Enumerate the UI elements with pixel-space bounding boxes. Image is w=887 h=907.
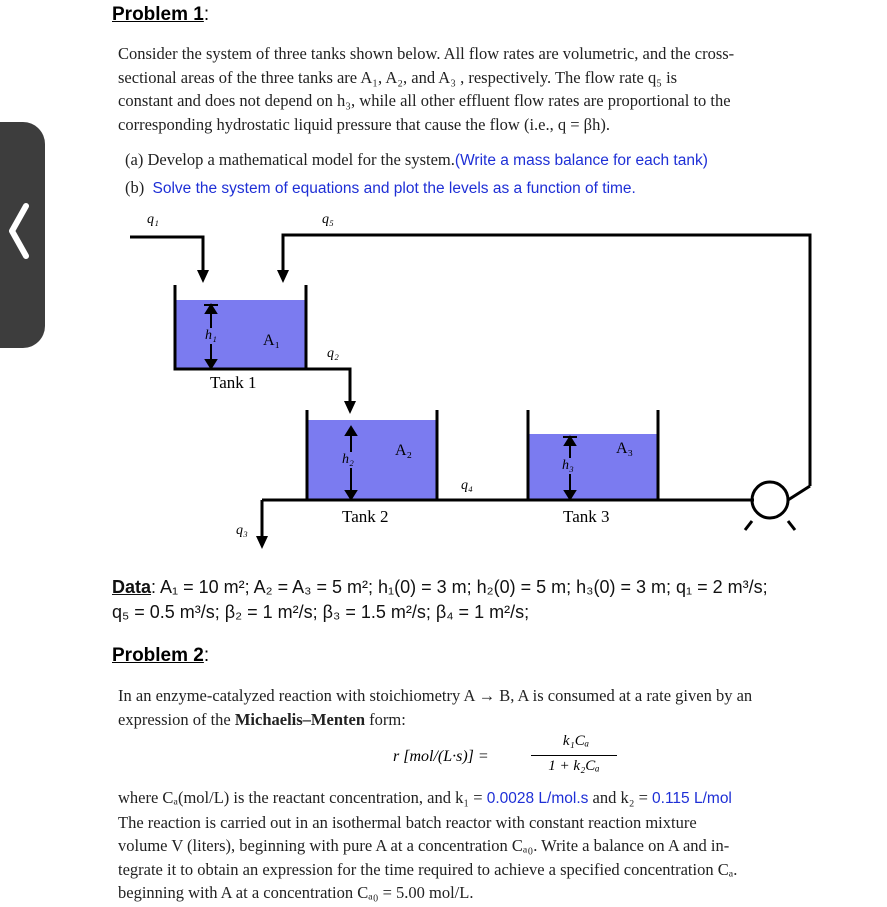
tank2-liquid (307, 420, 437, 500)
q3-arrow (256, 536, 268, 549)
tank1-liquid (175, 300, 306, 368)
h3-label: h₃ (562, 458, 574, 473)
tank3-liquid (528, 434, 658, 500)
q1-pipe (130, 237, 203, 272)
problem2-line: The reaction is carried out in an isothermal batch reactor with constant reaction mixture (118, 812, 697, 832)
q3-label: q₃ (236, 523, 248, 538)
q4-label: q₄ (461, 478, 473, 493)
problem2-line: expression of the Michaelis–Menten form: (118, 709, 406, 729)
intro-line: sectional areas of the three tanks are A₁, A₂, and A₃ , respectively. The flow rate q₅ is (118, 67, 678, 87)
tank1-label: Tank 1 (210, 373, 257, 392)
data-line-2: q₅ = 0.5 m³/s; β₂ = 1 m²/s; β₃ = 1.5 m²/s; β₄ = 1 m²/s; (112, 602, 530, 622)
k2-value: 0.115 L/mol (652, 790, 732, 807)
h2-label: h₂ (342, 452, 354, 467)
part-a: (a) Develop a mathematical model for the system.(Write a mass balance for each tank) (125, 150, 708, 169)
equation-numerator: k₁Cₐ (562, 733, 590, 749)
k1-value: 0.0028 L/mol.s (486, 790, 589, 807)
equation-denominator: 1 + k₂Cₐ (548, 758, 600, 774)
q2-label: q₂ (327, 346, 339, 361)
problem1-heading: Problem 1: (112, 4, 210, 25)
q1-arrow (197, 270, 209, 283)
problem2-line: In an enzyme-catalyzed reaction with stoichiometry A → B, A is consumed at a rate given by an (118, 686, 753, 705)
part-a-note: (Write a mass balance for each tank) (454, 152, 708, 169)
pump-icon (752, 482, 788, 518)
fraction-bar (531, 755, 617, 756)
q5-arrow (277, 270, 289, 283)
tank2-label: Tank 2 (342, 507, 389, 526)
q2-arrow (344, 401, 356, 414)
a2-label: A₂ (395, 442, 413, 459)
problem2-body (118, 786, 884, 905)
problem2-line: volume V (liters), beginning with pure A at a concentration Cₐ₀. Write a balance on A and in- (118, 836, 730, 855)
h1-label: h₁ (205, 328, 217, 343)
problem2-line: tegrate it to obtain an expression for the time required to achieve a specified concentration Cₐ. (118, 859, 738, 879)
problem2-intro (118, 684, 884, 731)
intro-line: corresponding hydrostatic liquid pressure that cause the flow (i.e., q = βh). (118, 114, 610, 134)
equation-lhs: r [mol/(L·s)] = (393, 748, 489, 765)
data-line-1: Data: A₁ = 10 m²; A₂ = A₃ = 5 m²; h₁(0) = 3 m; h₂(0) = 5 m; h₃(0) = 3 m; q₁ = 2 m³/s; (112, 577, 768, 597)
problem2-heading: Problem 2: (112, 645, 210, 666)
problem2-line: beginning with A at a concentration Cₐ₀ = 5.00 mol/L. (118, 883, 474, 902)
q1-label: q₁ (147, 212, 159, 227)
a1-label: A₁ (263, 332, 281, 349)
q2-pipe (306, 369, 350, 403)
part-b: (b) Solve the system of equations and plot the levels as a function of time. (125, 178, 636, 197)
problem2-line: where Cₐ(mol/L) is the reactant concentration, and k₁ = 0.0028 L/mol.s and k₂ = 0.115 L/mol (118, 788, 732, 807)
q5-label: q₅ (322, 212, 334, 227)
tank3-label: Tank 3 (563, 507, 610, 526)
intro-line: constant and does not depend on h₃, while all other effluent flow rates are proportional to the (118, 91, 731, 110)
intro-line: Consider the system of three tanks shown below. All flow rates are volumetric, and the cross- (118, 44, 735, 63)
a3-label: A₃ (616, 440, 634, 457)
